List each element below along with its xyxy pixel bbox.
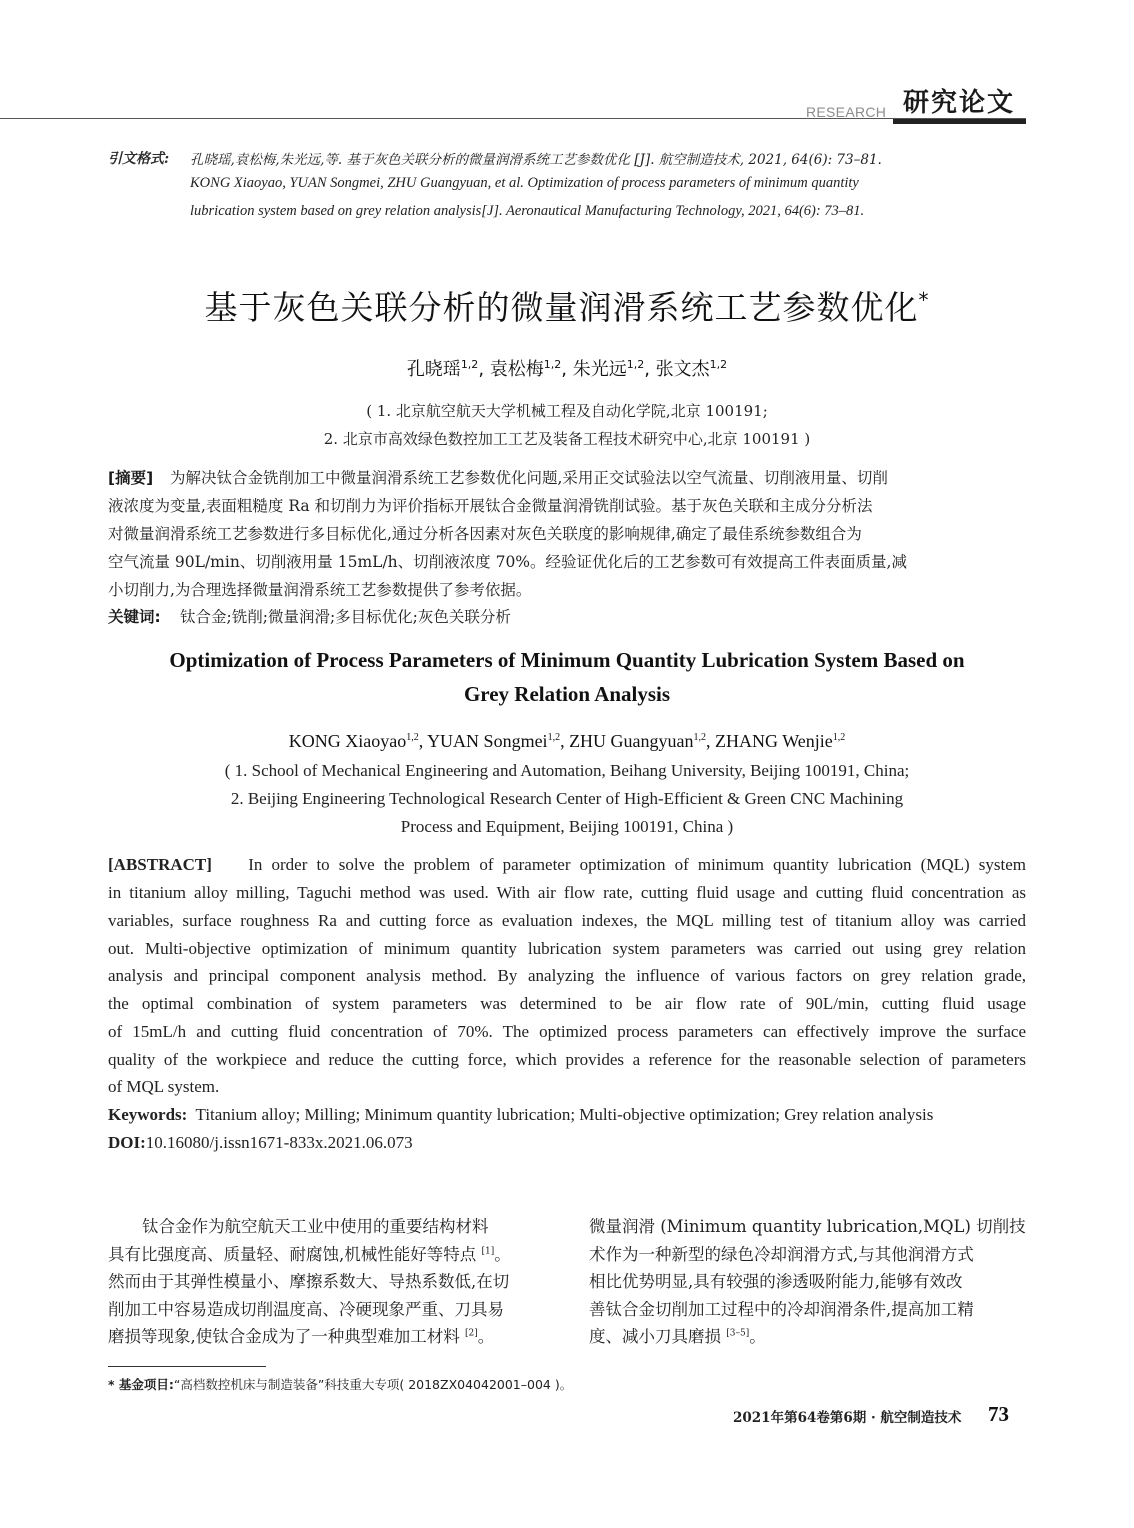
- abstract-cn-line: 对微量润滑系统工艺参数进行多目标优化,通过分析各因素对灰色关联度的影响规律,确定了最佳系统参数组合为: [108, 525, 862, 543]
- abstract-en-line: in titanium alloy milling, Taguchi method was used. With air flow rate, cutting fluid usage and cutting fluid concentration as: [108, 883, 1026, 902]
- author-name: 袁松梅: [489, 359, 544, 380]
- abstract-en-first-line: [108, 855, 1026, 875]
- keywords-cn: 钛合金;铣削;微量润滑;多目标优化;灰色关联分析: [180, 608, 511, 626]
- citation-ref: [1]: [481, 1246, 495, 1257]
- section-label-en: RESEARCH: [806, 104, 887, 120]
- author-name: YUAN Songmei: [427, 731, 548, 751]
- author-list-cn: 孔晓瑶$^{1,2}$, 袁松梅$^{1,2}$, 朱光远$^{1,2}$, 张文杰$^{1,2}$: [406, 358, 728, 380]
- doi: [108, 1133, 413, 1153]
- page-number: 73: [988, 1402, 1009, 1426]
- author-name: 孔晓瑶: [406, 359, 461, 380]
- author-affiliation-mark: 1,2: [547, 732, 561, 743]
- body-right-text: 度、减小刀具磨损: [589, 1327, 721, 1346]
- header-accent-bar: [893, 119, 1026, 124]
- author-name: KONG Xiaoyao: [288, 731, 407, 751]
- abstract-en-line: of 15mL/h and cutting fluid concentration of 70%. The optimized process parameters can effectively improve the surface: [108, 1022, 1026, 1041]
- citation-ref: [3–5]: [726, 1328, 750, 1339]
- affiliation-cn-1: ( 1. 北京航空航天大学机械工程及自动化学院,北京 100191;: [366, 402, 768, 420]
- body-right-line: 度、减小刀具磨损 [3–5]。: [589, 1327, 766, 1346]
- citation-line-en-1: KONG Xiaoyao, YUAN Songmei, ZHU Guangyuan, et al. Optimization of process parameters of minimum quantity: [190, 175, 859, 191]
- paper-title-en-line-2: Grey Relation Analysis: [463, 682, 671, 706]
- author-name: ZHU Guangyuan: [569, 731, 694, 751]
- body-left-text: 具有比强度高、质量轻、耐腐蚀,机械性能好等特点: [108, 1245, 477, 1264]
- abstract-en-line: analysis and principal component analysis method. By analyzing the influence of various factors on grey relation grade,: [108, 966, 1026, 985]
- author-affiliation-mark: 1,2: [543, 358, 562, 371]
- body-left-line: 削加工中容易造成切削温度高、冷硬现象严重、刀具易: [108, 1300, 504, 1319]
- citation-ref: [2]: [465, 1328, 478, 1339]
- keywords-en-text: Titanium alloy; Milling; Minimum quantity lubrication; Multi-objective optimization; Grey relation analysis: [195, 1105, 934, 1124]
- body-left-line: 具有比强度高、质量轻、耐腐蚀,机械性能好等特点 [1]。: [108, 1245, 511, 1264]
- keywords-label-cn: 关键词:: [108, 608, 161, 626]
- author-affiliation-mark: 1,2: [832, 732, 846, 743]
- author-name: 朱光远: [572, 359, 627, 380]
- citation-label: 引文格式:: [108, 151, 170, 167]
- section-label-cn: 研究论文: [903, 88, 1016, 118]
- doi-label: DOI:: [108, 1133, 146, 1152]
- body-right-line: 术作为一种新型的绿色冷却润滑方式,与其他润滑方式: [589, 1245, 974, 1264]
- author-affiliation-mark: 1,2: [693, 732, 707, 743]
- abstract-cn-line: 小切削力,为合理选择微量润滑系统工艺参数提供了参考依据。: [108, 581, 532, 599]
- author-affiliation-mark: 1,2: [626, 358, 645, 371]
- affiliation-en-1: ( 1. School of Mechanical Engineering and Automation, Beihang University, Beijing 100191, China;: [224, 761, 910, 780]
- author-name: 张文杰: [655, 359, 710, 380]
- abstract-cn-line: 空气流量 90L/min、切削液用量 15mL/h、切削液浓度 70%。经验证优化后的工艺参数可有效提高工件表面质量,减: [108, 553, 907, 571]
- affiliation-en-3: Process and Equipment, Beijing 100191, China ): [400, 817, 734, 836]
- journal-footer: 2021年第64卷第6期 · 航空制造技术: [733, 1410, 962, 1426]
- author-list-en: KONG Xiaoyao$^{1,2}$, YUAN Songmei$^{1,2}$, ZHU Guangyuan$^{1,2}$, ZHANG Wenjie$^{1,2}$: [288, 731, 846, 751]
- abstract-en-text: In order to solve the problem of parameter optimization of minimum quantity lubrication (MQL) system: [248, 855, 1026, 874]
- body-left-line: 钛合金作为航空航天工业中使用的重要结构材料: [142, 1217, 489, 1236]
- abstract-en-line: out. Multi-objective optimization of minimum quantity lubrication system parameters was carried out using grey relation: [108, 939, 1026, 958]
- abstract-label-cn: [摘要]: [108, 469, 154, 487]
- footnote-text: “高档数控机床与制造装备”科技重大专项( 2018ZX04042001–004 )。: [173, 1377, 573, 1392]
- body-right-line: 微量润滑 (Minimum quantity lubrication,MQL) 切削技: [589, 1217, 1026, 1236]
- citation-line-en-2: lubrication system based on grey relation analysis[J]. Aeronautical Manufacturing Technology, 2021, 64(6): 73–81.: [190, 203, 865, 219]
- affiliation-cn-2: 2. 北京市高效绿色数控加工工艺及装备工程技术研究中心,北京 100191 ): [323, 430, 811, 448]
- paper-title-cn: [0, 282, 1134, 329]
- author-affiliation-mark: 1,2: [709, 358, 728, 371]
- footnote: [108, 1375, 572, 1393]
- author-name: ZHANG Wenjie: [715, 731, 833, 751]
- keywords-en: [108, 1105, 933, 1125]
- abstract-en-line: the optimal combination of system parameters was determined to be air flow rate of 90L/min, cutting fluid usage: [108, 994, 1026, 1013]
- title-fund-mark: *: [918, 288, 930, 312]
- keywords-label-en: Keywords:: [108, 1105, 188, 1124]
- body-right-line: 相比优势明显,具有较强的渗透吸附能力,能够有效改: [589, 1272, 963, 1291]
- author-affiliation-mark: 1,2: [460, 358, 479, 371]
- abstract-cn-line: 液浓度为变量,表面粗糙度 Ra 和切削力为评价指标开展钛合金微量润滑铣削试验。基于灰色关联和主成分分析法: [108, 497, 873, 515]
- author-affiliation-mark: 1,2: [406, 732, 419, 743]
- paper-title-en-line-1: Optimization of Process Parameters of Minimum Quantity Lubrication System Based on: [169, 648, 965, 672]
- abstract-en-line: quality of the workpiece and reduce the cutting force, which provides a reference for the reasonable selection of parameters: [108, 1050, 1026, 1069]
- affiliation-en-2: 2. Beijing Engineering Technological Research Center of High-Efficient & Green CNC Machining: [230, 789, 904, 808]
- abstract-label-en: [ABSTRACT]: [108, 855, 212, 874]
- body-left-text: 磨损等现象,使钛合金成为了一种典型难加工材料: [108, 1327, 460, 1346]
- footnote-rule: [108, 1366, 266, 1367]
- body-left-line: 磨损等现象,使钛合金成为了一种典型难加工材料 [2]。: [108, 1327, 495, 1346]
- doi-value: 10.16080/j.issn1671-833x.2021.06.073: [145, 1133, 413, 1152]
- abstract-cn-line: 为解决钛合金铣削加工中微量润滑系统工艺参数优化问题,采用正交试验法以空气流量、切削液用量、切削: [170, 469, 888, 487]
- abstract-en-line: variables, surface roughness Ra and cutting force as evaluation indexes, the MQL milling test of titanium alloy was carried: [108, 911, 1026, 930]
- body-right-line: 善钛合金切削加工过程中的冷却润滑条件,提高加工精: [589, 1300, 974, 1319]
- footnote-label: * 基金项目:: [108, 1377, 174, 1392]
- abstract-en-line: of MQL system.: [108, 1077, 220, 1096]
- citation-line-cn: 孔晓瑶,袁松梅,朱光远,等. 基于灰色关联分析的微量润滑系统工艺参数优化 [J]. 航空制造技术, 2021, 64(6): 73–81.: [190, 152, 882, 168]
- paper-title-cn-text: 基于灰色关联分析的微量润滑系统工艺参数优化: [204, 288, 919, 327]
- body-left-line: 然而由于其弹性模量小、摩擦系数大、导热系数低,在切: [108, 1272, 510, 1291]
